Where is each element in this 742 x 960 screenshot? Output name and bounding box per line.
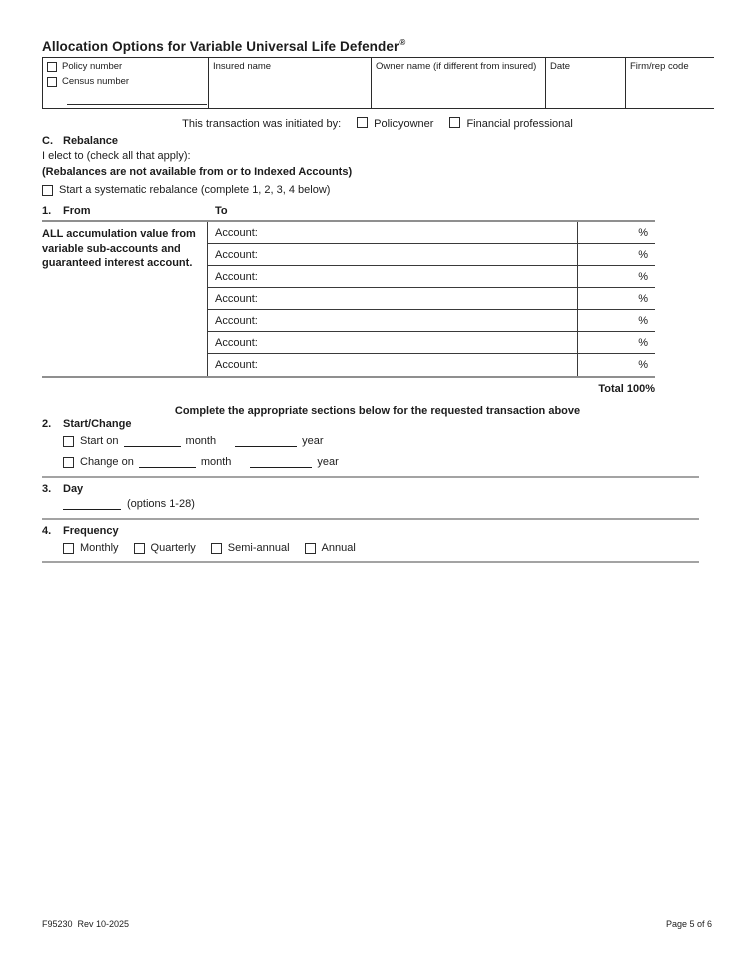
owner-name-cell[interactable] <box>372 58 546 109</box>
change-year-label: year <box>317 456 339 468</box>
insured-name-cell[interactable] <box>209 58 372 109</box>
section-4-title: Frequency <box>63 525 119 537</box>
account-field[interactable]: Account: <box>215 359 258 371</box>
section-divider <box>42 518 699 520</box>
systematic-rebalance-checkbox[interactable] <box>42 185 53 196</box>
start-month-blank[interactable] <box>124 435 181 447</box>
section-1-heading <box>42 205 713 217</box>
quarterly-label: Quarterly <box>150 542 196 554</box>
page-title-text: Allocation Options for Variable Universal Life Defender <box>42 39 400 54</box>
day-row <box>63 498 713 510</box>
policyowner-checkbox[interactable] <box>357 117 368 128</box>
insured-name-label: Insured name <box>213 61 272 72</box>
account-field[interactable]: Account: <box>208 244 577 266</box>
change-month-label: month <box>200 456 232 468</box>
section-4-heading <box>42 525 713 537</box>
census-number-checkbox[interactable] <box>47 77 57 87</box>
start-on-checkbox[interactable] <box>63 436 74 447</box>
start-month-label: month <box>185 435 217 447</box>
change-month-blank[interactable] <box>139 456 196 468</box>
section-3-title: Day <box>63 483 84 495</box>
percent-field[interactable]: % <box>577 310 655 332</box>
policy-census-cell[interactable] <box>43 58 209 109</box>
account-field[interactable]: Account: <box>208 222 577 244</box>
annual-label: Annual <box>321 542 356 554</box>
percent-field[interactable]: % <box>577 354 655 376</box>
percent-field[interactable]: % <box>577 222 655 244</box>
change-on-label: Change on <box>80 456 134 468</box>
elect-text: I elect to (check all that apply): <box>42 150 191 162</box>
registered-mark: ® <box>399 38 406 47</box>
initiated-by-label: This transaction was initiated by: <box>182 118 342 130</box>
from-description: ALL accumulation value from variable sub-accounts and guaranteed interest account. <box>42 222 208 376</box>
section-c-heading <box>42 135 713 147</box>
percent-field[interactable]: % <box>577 244 655 266</box>
policy-number-checkbox[interactable] <box>47 62 57 72</box>
account-field[interactable]: Account: <box>208 332 577 354</box>
policy-header-table <box>42 57 714 109</box>
start-on-row <box>63 435 713 447</box>
section-divider <box>42 476 699 478</box>
quarterly-checkbox[interactable] <box>134 543 145 554</box>
section-c-title: Rebalance <box>63 135 119 147</box>
date-label: Date <box>550 61 571 72</box>
frequency-row <box>63 542 713 554</box>
policy-number-writein-line[interactable] <box>67 96 207 105</box>
policyowner-label: Policyowner <box>374 118 434 130</box>
allocation-table <box>42 220 655 378</box>
firm-rep-cell[interactable] <box>626 58 714 109</box>
initiated-by-row <box>42 117 713 130</box>
section-c-letter: C. <box>42 135 53 147</box>
monthly-checkbox[interactable] <box>63 543 74 554</box>
date-cell[interactable] <box>546 58 626 109</box>
semi-annual-label: Semi-annual <box>227 542 290 554</box>
change-on-checkbox[interactable] <box>63 457 74 468</box>
section-3-number: 3. <box>42 483 52 495</box>
page-number: Page 5 of 6 <box>665 919 712 929</box>
page-footer <box>42 919 712 929</box>
to-column-label: To <box>215 205 228 217</box>
change-on-row <box>63 456 713 468</box>
page-title <box>42 38 713 54</box>
change-year-blank[interactable] <box>250 456 312 468</box>
total-label: Total 100% <box>598 383 655 395</box>
section-2-title: Start/Change <box>63 418 132 430</box>
day-blank[interactable] <box>63 498 121 510</box>
rebalance-note: (Rebalances are not available from or to Indexed Accounts) <box>42 166 353 178</box>
section-2-number: 2. <box>42 418 52 430</box>
owner-name-label: Owner name (if different from insured) <box>376 61 537 72</box>
section-4-number: 4. <box>42 525 52 537</box>
start-on-label: Start on <box>80 435 119 447</box>
section-3-heading <box>42 483 713 495</box>
section-2-heading <box>42 418 713 430</box>
account-field[interactable]: Account: <box>208 266 577 288</box>
account-field[interactable]: Account: <box>208 310 577 332</box>
form-number: F95230 Rev 10-2025 <box>42 919 130 929</box>
from-column-label: From <box>63 205 91 217</box>
monthly-label: Monthly <box>80 542 119 554</box>
section-1-number: 1. <box>42 205 52 217</box>
financial-professional-checkbox[interactable] <box>449 117 460 128</box>
policy-number-label: Policy number <box>62 61 123 72</box>
instruction-text: Complete the appropriate sections below for the requested transaction above <box>174 405 581 417</box>
start-year-blank[interactable] <box>235 435 297 447</box>
percent-field[interactable]: % <box>577 332 655 354</box>
financial-professional-label: Financial professional <box>466 118 573 130</box>
semi-annual-checkbox[interactable] <box>211 543 222 554</box>
percent-field[interactable]: % <box>577 288 655 310</box>
day-options-label: (options 1-28) <box>127 498 195 510</box>
account-field[interactable]: Account: <box>208 288 577 310</box>
annual-checkbox[interactable] <box>305 543 316 554</box>
percent-field[interactable]: % <box>577 266 655 288</box>
systematic-rebalance-label: Start a systematic rebalance (complete 1, 2, 3, 4 below) <box>59 184 331 196</box>
start-year-label: year <box>302 435 324 447</box>
census-number-label: Census number <box>62 76 130 87</box>
section-divider <box>42 561 699 563</box>
systematic-rebalance-row <box>42 184 713 196</box>
firm-rep-label: Firm/rep code <box>630 61 689 72</box>
